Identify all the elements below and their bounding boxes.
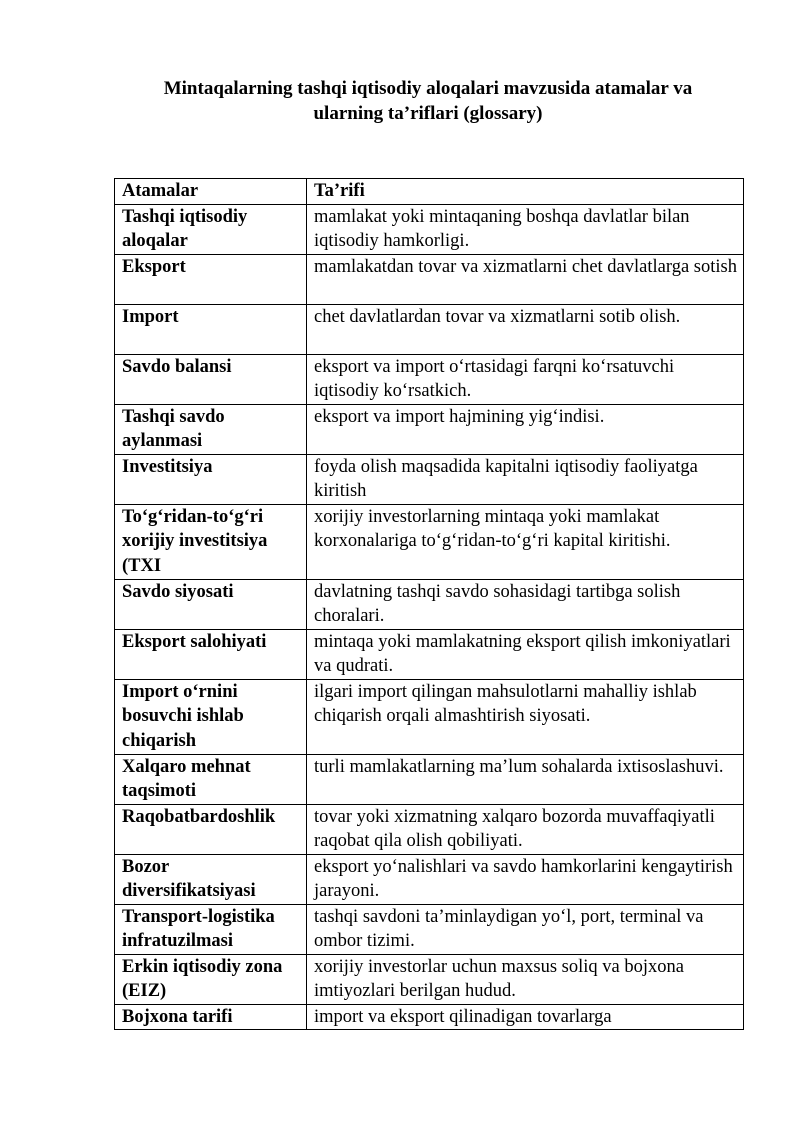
term-cell: Savdo balansi (115, 354, 307, 404)
title-line-2: ularning ta’riflari (glossary) (313, 103, 543, 124)
table-row (115, 854, 744, 904)
definition-cell: ilgari import qilingan mahsulotlarni mahalliy ishlab chiqarish orqali almashtirish siyosati. (307, 679, 744, 754)
table-header-row (115, 179, 744, 205)
title-line-1: Mintaqalarning tashqi iqtisodiy aloqalari mavzusida atamalar va (163, 78, 693, 99)
definition-cell: foyda olish maqsadida kapitalni iqtisodiy faoliyatga kiritish (307, 454, 744, 504)
definition-cell: mintaqa yoki mamlakatning eksport qilish imkoniyatlari va qudrati. (307, 629, 744, 679)
table-row (115, 504, 744, 579)
term-cell: Xalqaro mehnat taqsimoti (115, 754, 307, 804)
definition-cell: import va eksport qilinadigan tovarlarga (307, 1004, 744, 1030)
table-row (115, 204, 744, 254)
definition-cell: eksport va import o‘rtasidagi farqni ko‘rsatuvchi iqtisodiy ko‘rsatkich. (307, 354, 744, 404)
table-row (115, 679, 744, 754)
table-row (115, 1004, 744, 1030)
table-row (115, 904, 744, 954)
term-cell: Transport-logistika infratuzilmasi (115, 904, 307, 954)
definition-cell: turli mamlakatlarning ma’lum sohalarda ixtisoslashuvi. (307, 754, 744, 804)
table-row (115, 404, 744, 454)
header-term: Atamalar (115, 179, 307, 205)
term-cell: To‘g‘ridan-to‘g‘ri xorijiy investitsiya (TXI (115, 504, 307, 579)
term-cell: Eksport (115, 254, 307, 304)
definition-cell: davlatning tashqi savdo sohasidagi tartibga solish choralari. (307, 579, 744, 629)
term-cell: Raqobatbardoshlik (115, 804, 307, 854)
definition-cell: tashqi savdoni ta’minlaydigan yo‘l, port, terminal va ombor tizimi. (307, 904, 744, 954)
term-cell: Bozor diversifikatsiyasi (115, 854, 307, 904)
term-cell: Tashqi savdo aylanmasi (115, 404, 307, 454)
definition-cell: mamlakatdan tovar va xizmatlarni chet davlatlarga sotish (307, 254, 744, 304)
definition-cell: eksport va import hajmining yig‘indisi. (307, 404, 744, 454)
term-cell: Import (115, 304, 307, 354)
table-row (115, 454, 744, 504)
table-row (115, 354, 744, 404)
definition-cell: mamlakat yoki mintaqaning boshqa davlatlar bilan iqtisodiy hamkorligi. (307, 204, 744, 254)
term-cell: Tashqi iqtisodiy aloqalar (115, 204, 307, 254)
header-definition: Ta’rifi (307, 179, 744, 205)
table-row (115, 579, 744, 629)
term-cell: Bojxona tarifi (115, 1004, 307, 1030)
table-row (115, 754, 744, 804)
definition-cell: tovar yoki xizmatning xalqaro bozorda muvaffaqiyatli raqobat qila olish qobiliyati. (307, 804, 744, 854)
table-row (115, 629, 744, 679)
table-row (115, 304, 744, 354)
term-cell: Eksport salohiyati (115, 629, 307, 679)
definition-cell: eksport yo‘nalishlari va savdo hamkorlarini kengaytirish jarayoni. (307, 854, 744, 904)
table-row (115, 954, 744, 1004)
table-row (115, 254, 744, 304)
glossary-table (114, 178, 744, 1030)
term-cell: Import o‘rnini bosuvchi ishlab chiqarish (115, 679, 307, 754)
term-cell: Erkin iqtisodiy zona (EIZ) (115, 954, 307, 1004)
page-title (100, 76, 756, 126)
definition-cell: xorijiy investorlarning mintaqa yoki mamlakat korxonalariga to‘g‘ridan-to‘g‘ri kapital kiritishi. (307, 504, 744, 579)
definition-cell: xorijiy investorlar uchun maxsus soliq va bojxona imtiyozlari berilgan hudud. (307, 954, 744, 1004)
term-cell: Savdo siyosati (115, 579, 307, 629)
term-cell: Investitsiya (115, 454, 307, 504)
table-row (115, 804, 744, 854)
definition-cell: chet davlatlardan tovar va xizmatlarni sotib olish. (307, 304, 744, 354)
